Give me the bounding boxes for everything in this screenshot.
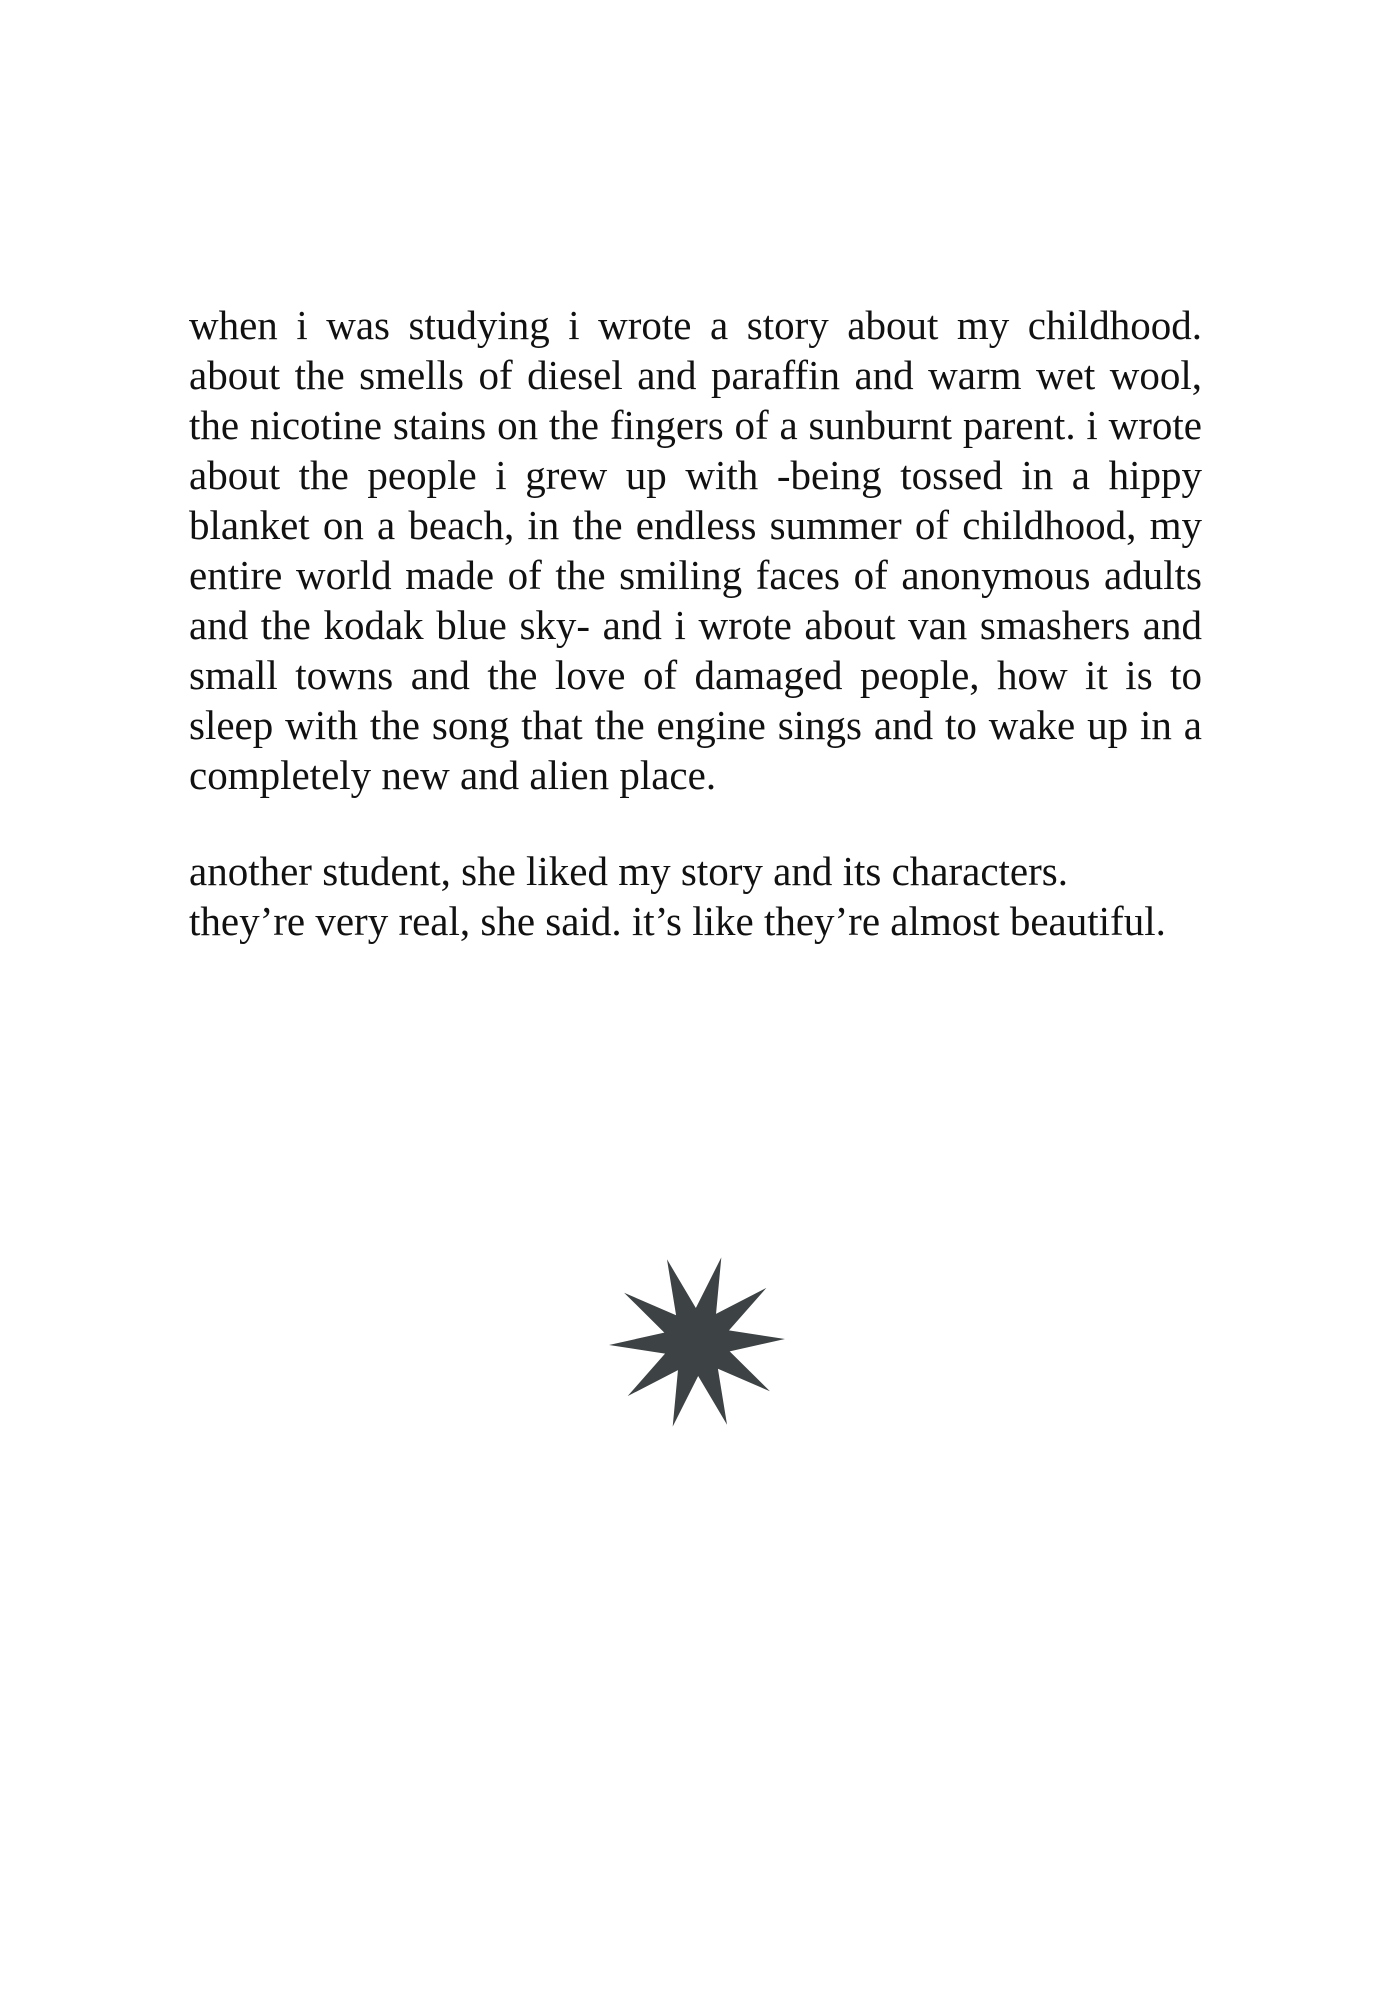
response-line: they’re very real, she said. it’s like they’re almost beautiful. [189, 898, 1166, 944]
response-line: another student, she liked my story and its characters. [189, 848, 1068, 894]
story-text [189, 300, 1202, 946]
paragraph-childhood-story: when i was studying i wrote a story about my childhood. about the smells of diesel and paraffin and warm wet wool, the nicotine stains on the fingers of a sunburnt parent. i wrote about the people i grew up with -being tossed in a hippy blanket on a beach, in the endless summer of childhood, my entire world made of the smiling faces of anonymous adults and the kodak blue sky- and i wrote about van smashers and small towns and the love of damaged people, how it is to sleep with the song that the engine sings and to wake up in a completely new and alien place. [189, 302, 1202, 798]
paragraph-student-response [189, 846, 1202, 946]
ten-point-star-icon [608, 1253, 786, 1431]
star-shape [609, 1257, 785, 1426]
